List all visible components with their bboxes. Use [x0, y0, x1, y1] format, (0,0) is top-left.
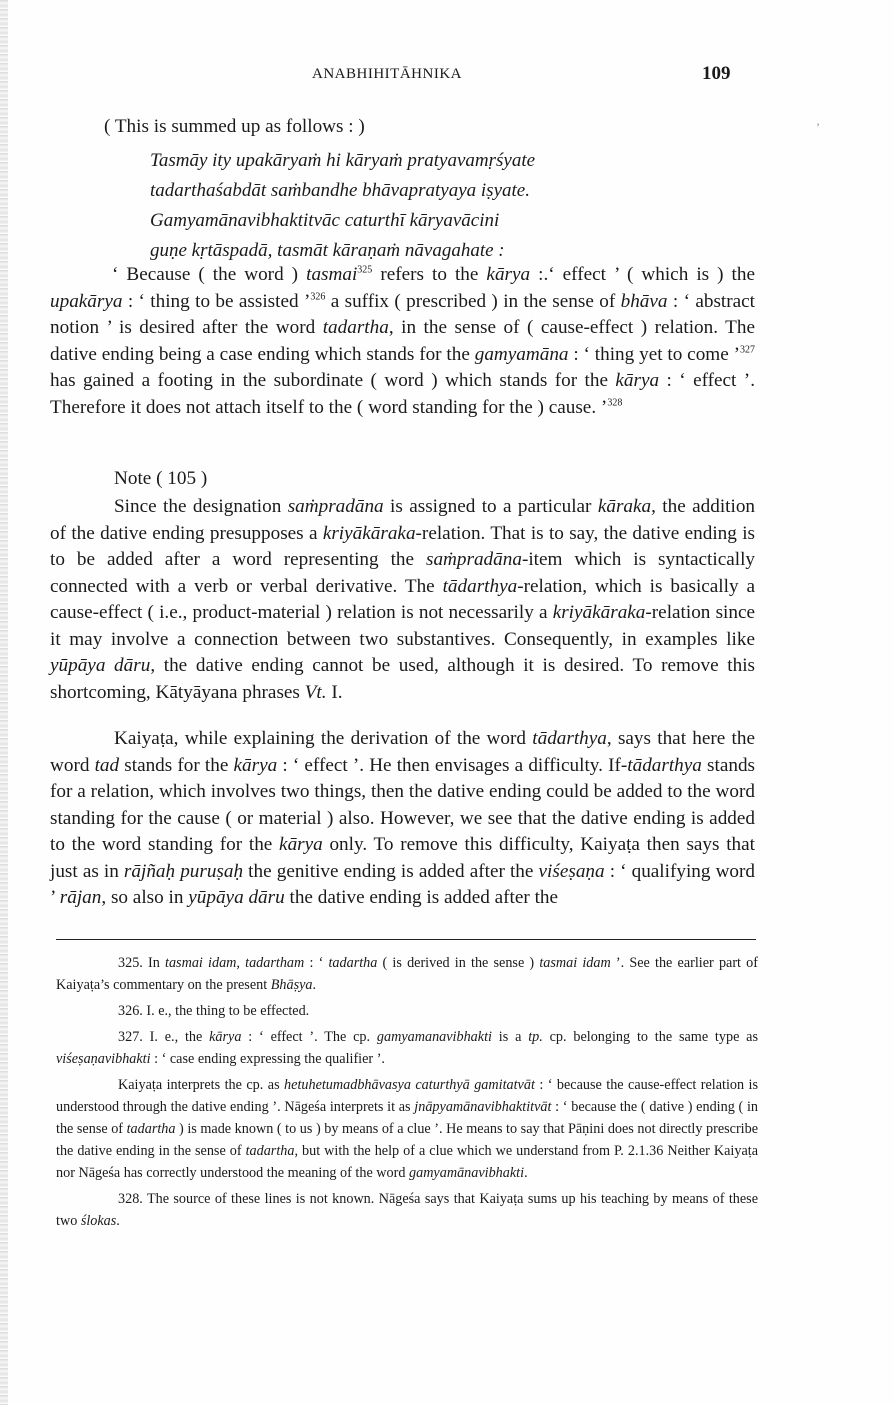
footnote-ref: 327	[739, 344, 755, 356]
footnotes	[56, 952, 758, 1236]
sanskrit-verse	[150, 146, 535, 266]
verse-line: guṇe kṛtāspadā, tasmāt kāraṇaṁ nāvagahate :	[150, 240, 505, 261]
footnote-327: 327. I. e., the kārya : ‘ effect ’. The cp. gamyamanavibhakti is a tp. cp. belonging to the same type as viśeṣaṇavibhakti : ‘ case ending expressing the qualifier ’.	[56, 1029, 759, 1067]
footnote-328: 328. The source of these lines is not known. Nāgeśa says that Kaiyaṭa sums up his teaching by means of these two ślokas.	[56, 1191, 758, 1229]
running-title: ANABHIHITĀHNIKA	[312, 66, 462, 82]
verse-line: Gamyamānavibhaktitvāc caturthī kāryavācini	[150, 210, 500, 231]
footnote-327-continued: Kaiyaṭa interprets the cp. as hetuhetumadbhāvasya caturthyā gamitatvāt : ‘ because the cause-effect relation is understood through the dative ending ’. Nāgeśa interprets it as jnāpyamānavibhaktitvāt : ‘ because the ( dative ) ending ( in the sense of tadartha ) is made known ( to us ) by means of a clue ’. He means to say that Pāṇini does not directly prescribe the dative ending in the sense of tadartha, but with the help of a clue which we understand from P. 2.1.36 Neither Kaiyaṭa nor Nāgeśa has correctly understood the meaning of the word gamyamānavibhakti.	[56, 1077, 759, 1181]
note-heading: Note ( 105 )	[114, 468, 208, 489]
verse-line: tadarthaśabdāt saṁbandhe bhāvapratyaya iṣyate.	[150, 180, 530, 201]
stray-mark: ’	[816, 120, 820, 134]
verse-translation: ‘ Because ( the word ) tasmai$^{325}$ refers to the kārya :.‘ effect ’ ( which is ) the upakārya : ‘ thing to be assisted ’$^{326}$ a suffix ( prescribed ) in the sense of bhāva : ‘ abstract notion ’ is desired after the word tadartha, in the sense of ( cause-effect ) relation. The dative ending being a case ending which stands for the gamyamāna : ‘ thing yet to come ’$^{327}$ has gained a footing in the subordinate ( word ) which stands for the kārya : ‘ effect ’. Therefore it does not attach itself to the ( word standing for the ) cause. ’$^{328}$	[50, 264, 755, 418]
footnote-ref: 328	[607, 397, 623, 409]
page-number: 109	[702, 63, 731, 84]
footnote-divider	[56, 939, 756, 940]
verse-line: Tasmāy ity upakāryaṁ hi kāryaṁ pratyavamṛśyate	[150, 150, 536, 171]
footnote-ref: 326	[310, 291, 326, 303]
summary-intro: ( This is summed up as follows : )	[104, 116, 365, 137]
footnote-ref: 325	[357, 264, 373, 276]
note-paragraph-1: Since the designation saṁpradāna is assigned to a particular kāraka, the addition of the dative ending presupposes a kriyākāraka-relation. That is to say, the dative ending is to be added after a word representing the saṁpradāna-item which is syntactically connected with a verb or verbal derivative. The tādarthya-relation, which is basically a cause-effect ( i.e., product-material ) relation is not necessarily a kriyākāraka-relation since it may involve a connection between two substantives. Consequently, in examples like yūpāya dāru, the dative ending cannot be used, although it is desired. To remove this shortcoming, Kātyāyana phrases Vt. I.	[50, 496, 756, 703]
footnote-326: 326. I. e., the thing to be effected.	[118, 1003, 310, 1019]
binding-edge	[0, 0, 8, 1405]
note-paragraph-2: Kaiyaṭa, while explaining the derivation of the word tādarthya, says that here the word tad stands for the kārya : ‘ effect ’. He then envisages a difficulty. If-tādarthya stands for a relation, which involves two things, then the dative ending could be added to the word standing for the cause ( or material ) also. However, we see that the dative ending is added to the word standing for the kārya only. To remove this difficulty, Kaiyaṭa then says that just as in rājñaḥ puruṣaḥ the genitive ending is added after the viśeṣaṇa : ‘ qualifying word ’ rājan, so also in yūpāya dāru the dative ending is added after the	[50, 728, 756, 908]
footnote-325: 325. In tasmai idam, tadartham : ‘ tadartha ( is derived in the sense ) tasmai idam ’. See the earlier part of Kaiyaṭa’s commentary on the present Bhāṣya.	[56, 955, 758, 993]
